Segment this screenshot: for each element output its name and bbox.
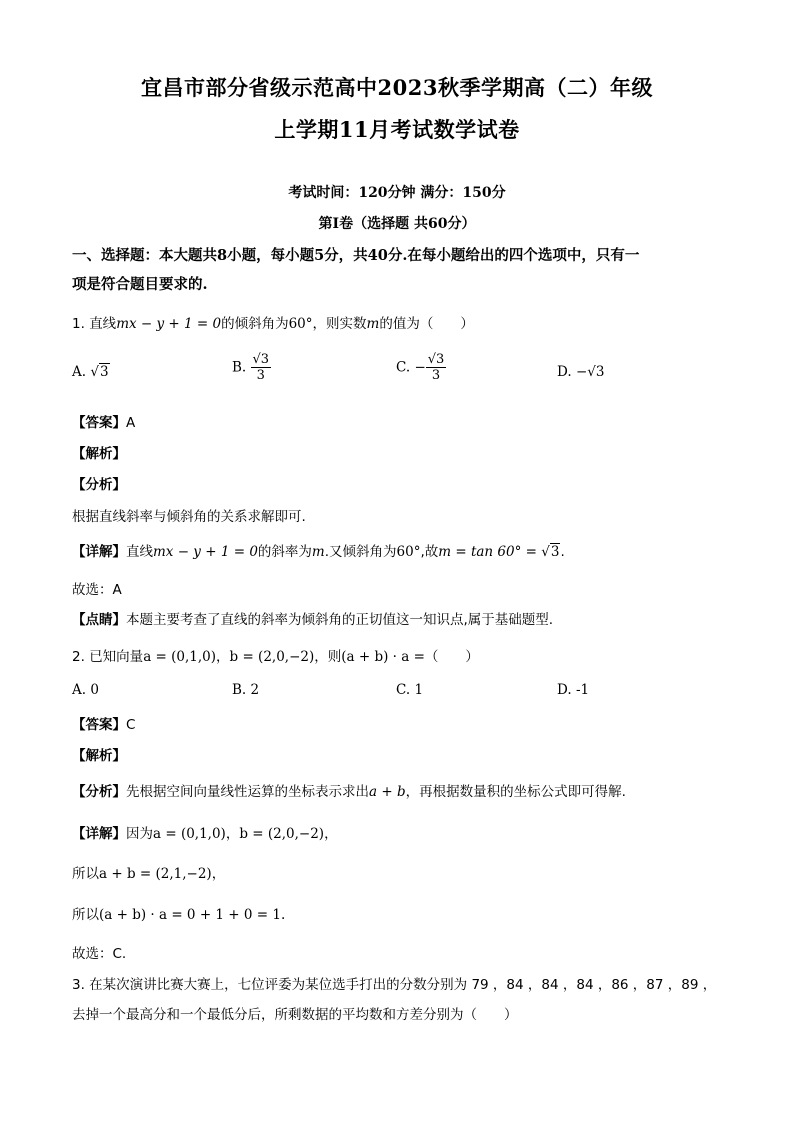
q1-fenxi-text: 根据直线斜率与倾斜角的关系求解即可. — [72, 509, 306, 525]
question-1-stem — [72, 312, 474, 332]
stem-text: 的倾斜角为 — [221, 316, 289, 332]
q2-detail: 【详解】因为a = (0,1,0)，b = (2,0,−2)， — [72, 826, 338, 842]
vector-expression: (a + b) · a = — [341, 649, 425, 665]
option-d: D. -1 — [557, 682, 590, 698]
q1-answer — [72, 411, 135, 431]
sqrt-value: √3 — [90, 364, 109, 380]
q2-fenxi: 【分析】先根据空间向量线性运算的坐标表示求出a + b，再根据数量积的坐标公式即可得解. — [72, 784, 626, 800]
question-number: 2. — [72, 649, 85, 665]
exam-info: 考试时间：120分钟 满分：150分 — [288, 185, 506, 201]
option-c: C. 1 — [396, 682, 424, 698]
vector-a: a = (0,1,0) — [143, 649, 217, 665]
option-d — [557, 364, 604, 380]
answer-tag: 【答案】 — [72, 415, 126, 431]
question-3-line2: 去掉一个最高分和一个最低分后，所剩数据的平均数和方差分别为（ ） — [72, 1007, 518, 1023]
q2-analysis-tag: 【解析】 — [72, 748, 126, 764]
fraction: $\frac{√3}{3}$ — [427, 352, 445, 383]
fenxi-tag: 【分析】 — [72, 784, 126, 800]
option-a — [72, 364, 110, 380]
option-label: D. — [557, 364, 572, 380]
option-a: A. 0 — [72, 682, 99, 698]
q2-step2: 所以(a + b) · a = 0 + 1 + 0 = 1. — [72, 907, 286, 923]
detail-tag: 【详解】 — [72, 826, 126, 842]
sqrt-value: √3 — [541, 544, 560, 560]
minus-sign: − — [414, 359, 426, 376]
option-label: C. — [396, 359, 411, 376]
option-label: B. — [232, 359, 247, 376]
q1-choose: 故选：A — [72, 582, 122, 598]
detail-tag: 【详解】 — [72, 544, 126, 560]
variable-m: m — [366, 316, 380, 332]
q1-detail: 【详解】直线mx − y + 1 = 0的斜率为m.又倾斜角为60°,故m = tan 60° = √3. — [72, 544, 565, 560]
q1-analysis-tag: 【解析】 — [72, 446, 126, 462]
line-equation: mx − y + 1 = 0 — [116, 316, 222, 332]
section-instruction-line1: 一、选择题：本大题共8小题，每小题5分，共40分.在每小题给出的四个选项中，只有一 — [72, 247, 640, 264]
vector-b: b = (2,0,−2) — [229, 649, 315, 665]
q2-answer — [72, 713, 135, 733]
comment-tag: 【点睛】 — [72, 612, 126, 628]
section-instruction-line2: 项是符合题目要求的. — [72, 276, 208, 293]
fraction: $\frac{√3}{3}$ — [252, 352, 270, 383]
q2-choose: 故选：C. — [72, 946, 127, 962]
answer-tag: 【答案】 — [72, 717, 126, 733]
question-number: 1. — [72, 316, 85, 332]
option-b — [232, 352, 271, 383]
angle-value: 60° — [288, 316, 313, 332]
q2-step1: 所以a + b = (2,1,−2)， — [72, 866, 226, 882]
answer-value: A — [126, 415, 136, 431]
option-value: −√3 — [575, 364, 605, 380]
option-label: A. — [72, 364, 87, 380]
stem-text: 的值为（ ） — [379, 316, 474, 332]
option-c — [396, 352, 446, 383]
volume-heading: 第I卷（选择题 共60分） — [318, 216, 476, 232]
exam-title-line1: 宜昌市部分省级示范高中2023秋季学期高（二）年级 — [141, 75, 653, 100]
stem-text: 直线 — [89, 316, 117, 332]
question-2-stem: 2. 已知向量a = (0,1,0)，b = (2,0,−2)，则(a + b) · a =（ ） — [72, 649, 479, 665]
question-3-line1: 3. 在某次演讲比赛大赛上，七位评委为某位选手打出的分数分别为 79 ，84 ，84 ，84 ，86 ，87 ，89 ， — [72, 977, 717, 993]
exam-title-line2: 上学期11月考试数学试卷 — [274, 117, 520, 142]
option-b: B. 2 — [232, 682, 260, 698]
q1-fenxi-tag: 【分析】 — [72, 477, 126, 493]
q1-comment: 【点睛】本题主要考查了直线的斜率为倾斜角的正切值这一知识点,属于基础题型. — [72, 612, 554, 628]
stem-text: ，则实数 — [312, 316, 367, 332]
answer-value: C — [126, 717, 136, 733]
